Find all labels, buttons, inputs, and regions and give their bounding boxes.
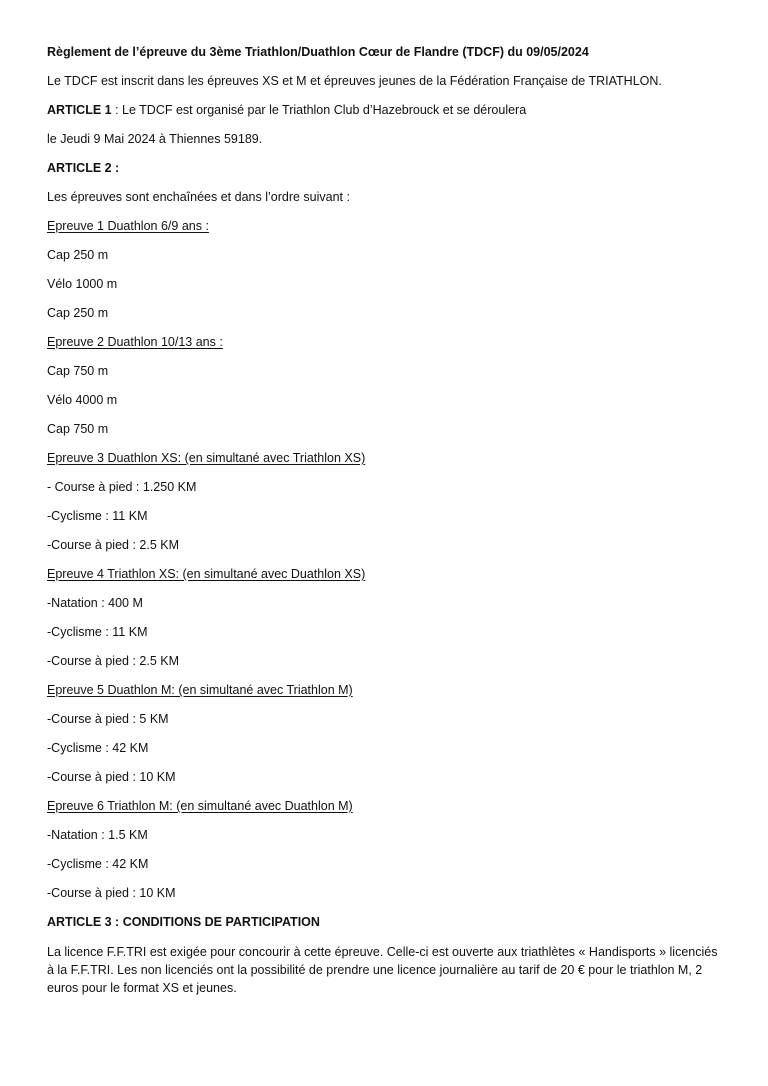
event-leg: -Course à pied : 2.5 KM	[47, 538, 180, 552]
article-2-intro: Les épreuves sont enchaînées et dans l’ordre suivant :	[47, 190, 350, 204]
event-leg: -Cyclisme : 42 KM	[47, 741, 149, 755]
event-leg: Vélo 4000 m	[47, 393, 118, 407]
event-title: Epreuve 3 Duathlon XS: (en simultané avec Triathlon XS)	[47, 451, 366, 465]
intro-text: Le TDCF est inscrit dans les épreuves XS et M et épreuves jeunes de la Fédération Française de TRIATHLON.	[47, 74, 662, 88]
event-leg: -Natation : 1.5 KM	[47, 828, 148, 842]
event-leg: -Course à pied : 5 KM	[47, 712, 169, 726]
event-leg: -Natation : 400 M	[47, 596, 143, 610]
event-leg: Vélo 1000 m	[47, 277, 118, 291]
event-leg: -Course à pied : 10 KM	[47, 886, 176, 900]
article-1	[47, 102, 727, 118]
event-leg: -Cyclisme : 11 KM	[47, 509, 148, 523]
article-1-label: ARTICLE 1	[47, 103, 112, 117]
event-title: Epreuve 2 Duathlon 10/13 ans :	[47, 335, 223, 349]
event-leg: Cap 250 m	[47, 248, 109, 262]
event-title: Epreuve 4 Triathlon XS: (en simultané avec Duathlon XS)	[47, 567, 366, 581]
event-title: Epreuve 5 Duathlon M: (en simultané avec Triathlon M)	[47, 683, 353, 697]
article-3-label: ARTICLE 3 : CONDITIONS DE PARTICIPATION	[47, 915, 320, 929]
article-2-label: ARTICLE 2 :	[47, 161, 120, 175]
event-title: Epreuve 1 Duathlon 6/9 ans :	[47, 219, 209, 233]
event-leg: Cap 750 m	[47, 364, 109, 378]
event-leg: Cap 250 m	[47, 306, 109, 320]
event-leg: -Cyclisme : 11 KM	[47, 625, 148, 639]
article-1-date: le Jeudi 9 Mai 2024 à Thiennes 59189.	[47, 132, 263, 146]
article-1-text: : Le TDCF est organisé par le Triathlon Club d’Hazebrouck et se déroulera	[111, 103, 527, 117]
event-leg: - Course à pied : 1.250 KM	[47, 480, 197, 494]
event-leg: Cap 750 m	[47, 422, 109, 436]
article-3-text: La licence F.F.TRI est exigée pour concourir à cette épreuve. Celle-ci est ouverte aux triathlètes « Handisports » licenciés à la F.F.TRI. Les non licenciés ont la possibilité de prendre une licence journalière au tarif de 20 € pour le triathlon M, 2 euros pour le format XS et jeunes.	[47, 945, 718, 995]
event-title: Epreuve 6 Triathlon M: (en simultané avec Duathlon M)	[47, 799, 353, 813]
event-leg: -Course à pied : 2.5 KM	[47, 654, 180, 668]
document-title: Règlement de l’épreuve du 3ème Triathlon/Duathlon Cœur de Flandre (TDCF) du 09/05/2024	[47, 45, 589, 59]
event-leg: -Cyclisme : 42 KM	[47, 857, 149, 871]
event-leg: -Course à pied : 10 KM	[47, 770, 176, 784]
document-page	[47, 44, 727, 997]
